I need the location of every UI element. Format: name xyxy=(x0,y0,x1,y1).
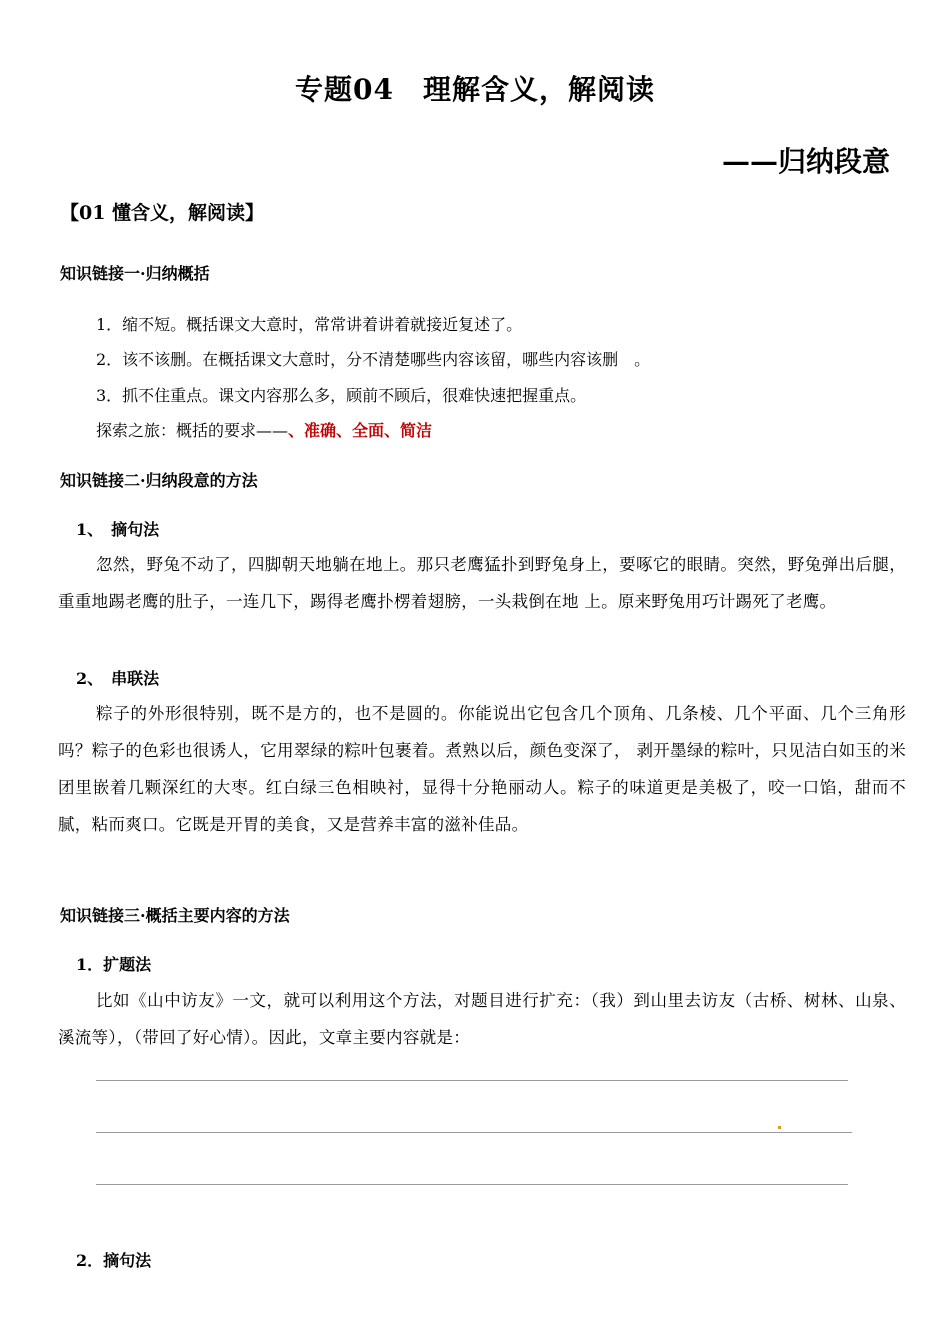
link1-item-1: 1．缩不短。概括课文大意时，常常讲着讲着就接近复述了。 xyxy=(96,315,523,334)
answer-line-1[interactable] xyxy=(96,1080,848,1081)
mark-dot xyxy=(778,1126,781,1129)
explore-line xyxy=(96,418,432,441)
explore-highlight: 、准确、全面、简洁 xyxy=(288,421,433,440)
section-heading: 【01 懂含义，解阅读】 xyxy=(60,202,265,224)
method-excerpt-label: 1、 摘句法 xyxy=(76,520,160,539)
page-title: 专题04 理解含义，解阅读 xyxy=(295,73,655,106)
method-expand-title-label: 1．扩题法 xyxy=(76,955,152,974)
answer-line-2[interactable] xyxy=(96,1132,852,1133)
explore-prefix: 探索之旅：概括的要求—— xyxy=(96,421,289,440)
link1-item-2: 2．该不该删。在概括课文大意时，分不清楚哪些内容该留，哪些内容该删 。 xyxy=(96,350,651,369)
knowledge-link-2-heading: 知识链接二·归纳段意的方法 xyxy=(60,471,258,490)
link1-item-3: 3．抓不住重点。课文内容那么多，顾前不顾后，很难快速把握重点。 xyxy=(96,386,587,405)
page-subtitle: ——归纳段意 xyxy=(721,145,890,178)
zongzi-paragraph: 粽子的外形很特别，既不是方的，也不是圆的。你能说出它包含几个顶角、几条棱、几个平面、几个三角形吗？粽子的色彩也很诱人，它用翠绿的粽叶包裹着。煮熟以后，颜色变深了， 剥开墨绿的粽叶，只见洁白如玉的米团里嵌着几颗深红的大枣。红白绿三色相映衬，显得十分艳丽动人。粽子的味道更是美极了，咬一口馅，甜而不腻，粘而爽口。它既是开胃的美食，又是营养丰富的滋补佳品。 xyxy=(58,704,906,834)
method-excerpt-2-label: 2．摘句法 xyxy=(76,1251,152,1270)
knowledge-link-1-heading: 知识链接一·归纳概括 xyxy=(60,264,210,283)
knowledge-link-3-heading: 知识链接三·概括主要内容的方法 xyxy=(60,906,290,925)
excerpt-paragraph: 忽然，野兔不动了，四脚朝天地躺在地上。那只老鹰猛扑到野兔身上，要啄它的眼睛。突然，野兔弹出后腿，重重地踢老鹰的肚子，一连几下，踢得老鹰扑楞着翅膀，一头栽倒在地 上。原来野兔用巧计踢死了老鹰。 xyxy=(58,555,906,611)
method-series-label: 2、 串联法 xyxy=(76,669,160,688)
answer-line-3[interactable] xyxy=(96,1184,848,1185)
expand-title-paragraph: 比如《山中访友》一文，就可以利用这个方法，对题目进行扩充：（我）到山里去访友（古桥、树林、山泉、溪流等），（带回了好心情）。因此，文章主要内容就是： xyxy=(58,991,906,1047)
